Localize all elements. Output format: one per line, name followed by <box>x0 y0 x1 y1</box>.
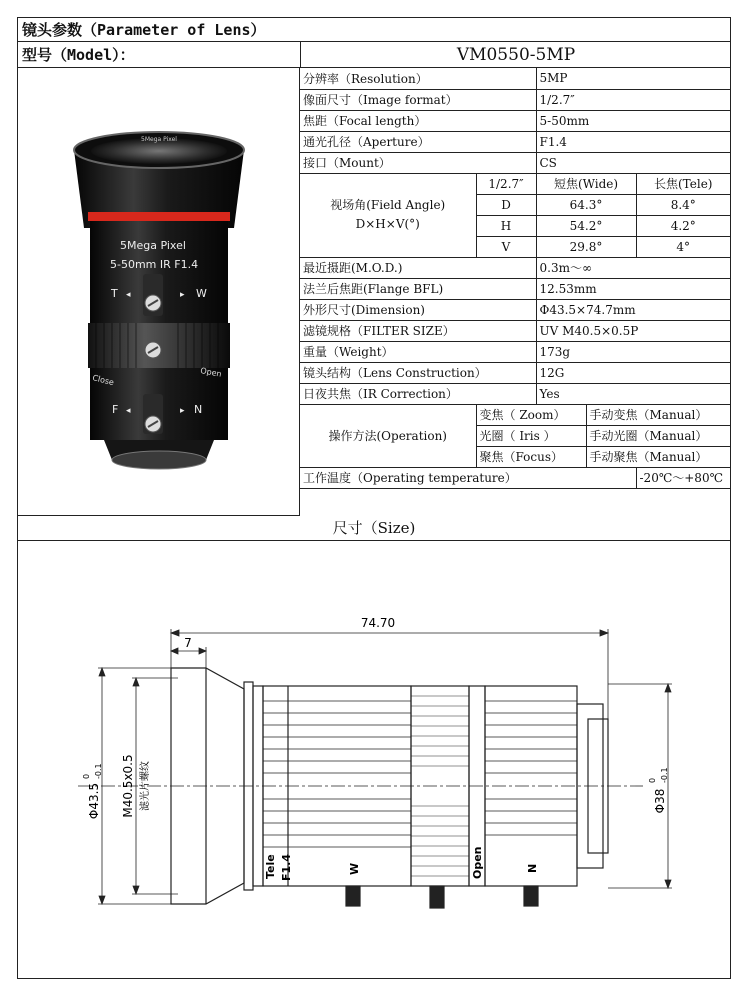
field-angle-row-h: H 54.2° 4.2° <box>300 215 730 236</box>
dim-rear-dia-tol-upper: 0 <box>648 777 657 783</box>
photo-front-text: 5Mega Pixel <box>141 136 177 143</box>
model-value: VM0550-5MP <box>300 42 731 68</box>
model-label: 型号（Model）： <box>22 46 135 64</box>
spec-row-resolution: 分辨率（Resolution） 5MP <box>300 68 730 89</box>
red-accent-ring <box>88 212 230 221</box>
operation-row-iris: 光圈（ Iris ） 手动光圈（Manual） <box>300 425 730 446</box>
mark-n: N <box>526 863 539 873</box>
svg-text:◂: ◂ <box>126 290 131 300</box>
spec-row-mod: 最近摄距(M.O.D.) 0.3m～∞ <box>300 257 730 278</box>
photo-close-label: Close <box>91 373 115 388</box>
operation-row-zoom: 操作方法(Operation) 变焦（ Zoom） 手动变焦（Manual） <box>300 404 730 425</box>
dim-outer-dia-tol-upper: 0 <box>82 773 91 779</box>
photo-f-label: F <box>112 403 119 416</box>
operation-row-focus: 聚焦（Focus） 手动聚焦（Manual） <box>300 446 730 467</box>
rear-thread <box>112 451 206 469</box>
spec-row-mount: 接口（Mount） CS <box>300 152 730 173</box>
spec-row-image-format: 像面尺寸（Image format） 1/2.7″ <box>300 89 730 110</box>
field-angle-label: 视场角(Field Angle) D×H×V(°) <box>300 173 476 257</box>
dim-front-length: 7 <box>184 636 192 650</box>
spec-row-ir-correction: 日夜共焦（IR Correction） Yes <box>300 383 730 404</box>
spec-row-flange-bfl: 法兰后焦距(Flange BFL) 12.53mm <box>300 278 730 299</box>
spec-row-filter-size: 滤镜规格（FILTER SIZE） UV M40.5×0.5P <box>300 320 730 341</box>
svg-text:▸: ▸ <box>180 406 185 416</box>
dim-overall-length: 74.70 <box>360 616 396 630</box>
spec-row-lens-construction: 镜头结构（Lens Construction） 12G <box>300 362 730 383</box>
lens-parameter-title: 镜头参数（Parameter of Lens） <box>18 18 730 42</box>
dimension-drawing <box>18 541 730 978</box>
field-angle-row-d: D 64.3° 8.4° <box>300 194 730 215</box>
field-angle-header-row: 视场角(Field Angle) D×H×V(°) 1/2.7″ 短焦(Wide) 长焦(Tele) <box>300 173 730 194</box>
svg-text:◂: ◂ <box>126 406 131 416</box>
dim-rear-dia: Φ38 <box>653 788 667 814</box>
dim-outer-dia-tol-lower: -0.1 <box>94 763 103 779</box>
photo-line2: 5-50mm IR F1.4 <box>110 258 199 271</box>
photo-line1: 5Mega Pixel <box>120 239 186 252</box>
photo-open-label: Open <box>199 366 223 379</box>
spec-row-operating-temperature: 工作温度（Operating temperature） -20℃～+80℃ <box>300 467 730 488</box>
drawing-focus-screw <box>524 886 538 906</box>
size-section-title: 尺寸（Size) <box>18 516 730 541</box>
mark-tele: Tele <box>264 854 277 879</box>
drawing-iris-screw <box>430 886 444 908</box>
spec-sheet <box>17 17 731 979</box>
svg-text:▸: ▸ <box>180 290 185 300</box>
spec-table <box>300 68 730 489</box>
spec-row-aperture: 通光孔径（Aperture） F1.4 <box>300 131 730 152</box>
photo-w-label: W <box>196 287 207 300</box>
photo-t-label: T <box>111 287 118 300</box>
lens-photo <box>18 68 299 515</box>
field-angle-row-v: V 29.8° 4° <box>300 236 730 257</box>
dim-outer-dia: Φ43.5 <box>87 782 101 820</box>
dim-rear-dia-tol-lower: -0.1 <box>660 767 669 783</box>
photo-n-label: N <box>194 403 203 416</box>
operation-label: 操作方法(Operation) <box>300 404 476 467</box>
mark-f14: F1.4 <box>280 853 293 881</box>
lens-photo-cell <box>18 68 300 516</box>
dim-filter-thread: M40.5x0.5 <box>121 754 135 818</box>
mark-open: Open <box>471 846 484 879</box>
model-row <box>18 42 730 68</box>
spec-row-weight: 重量（Weight） 173g <box>300 341 730 362</box>
dim-filter-thread-note: 滤光片螺纹 <box>140 761 151 811</box>
mark-w: W <box>348 862 361 875</box>
spec-row-dimension: 外形尺寸(Dimension) Φ43.5×74.7mm <box>300 299 730 320</box>
drawing-zoom-screw <box>346 886 360 906</box>
dimension-drawing-svg <box>18 541 730 978</box>
spec-row-focal-length: 焦距（Focal length） 5-50mm <box>300 110 730 131</box>
